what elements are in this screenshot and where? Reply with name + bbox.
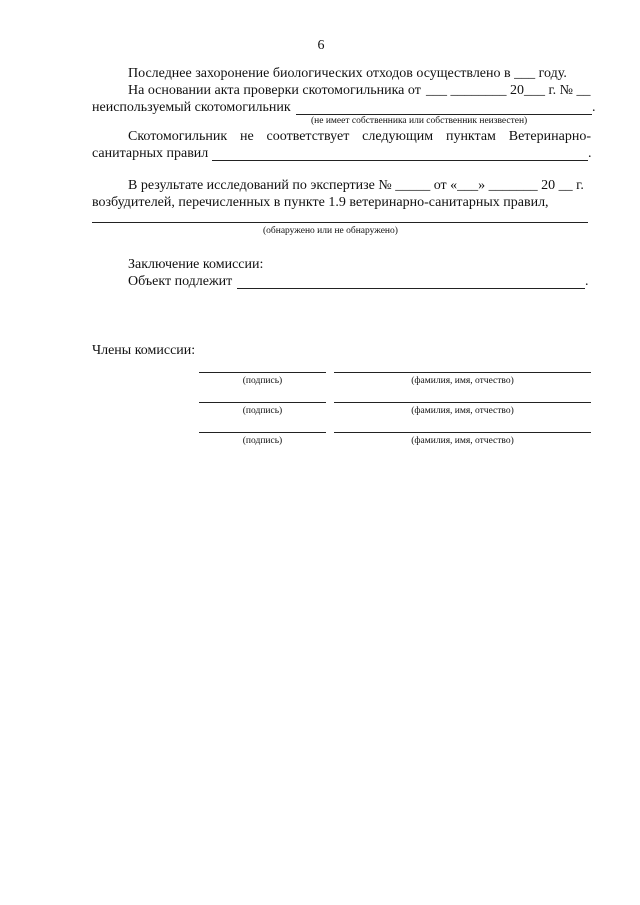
- rules-fill-line: [212, 160, 588, 161]
- detected-caption: (обнаружено или не обнаружено): [263, 226, 398, 236]
- full-name-line: [334, 372, 591, 373]
- owner-caption: (не имеет собственника или собственник неизвестен): [311, 116, 528, 126]
- noncompliance-line-1: Скотомогильник не соответствует следующим пунктам Ветеринарно-: [128, 129, 591, 144]
- signature-label: (подпись): [242, 406, 283, 416]
- object-line-period: .: [585, 274, 589, 289]
- signature-label: (подпись): [242, 376, 283, 386]
- noncompliance-line-2: санитарных правил: [92, 146, 209, 161]
- rules-line-period: .: [588, 146, 592, 161]
- owner-line-period: .: [592, 100, 596, 115]
- object-fill-line: [237, 288, 585, 289]
- owner-fill-line: [296, 114, 592, 115]
- detected-fill-line: [92, 222, 588, 223]
- inspection-act-prefix: На основании акта проверки скотомогильника от: [128, 83, 421, 98]
- signature-label: (подпись): [242, 436, 283, 446]
- signature-line: [199, 432, 326, 433]
- object-subject-prefix: Объект подлежит: [128, 274, 233, 289]
- signature-line: [199, 402, 326, 403]
- unused-burial-ground-prefix: неиспользуемый скотомогильник: [92, 100, 291, 115]
- full-name-label: (фамилия, имя, отчество): [411, 376, 514, 386]
- full-name-line: [334, 432, 591, 433]
- full-name-label: (фамилия, имя, отчество): [411, 436, 514, 446]
- full-name-label: (фамилия, имя, отчество): [411, 406, 514, 416]
- conclusion-heading: Заключение комиссии:: [128, 257, 264, 272]
- full-name-line: [334, 402, 591, 403]
- signature-line: [199, 372, 326, 373]
- last-burial-line: Последнее захоронение биологических отходов осуществлено в ___ году.: [128, 66, 567, 81]
- members-heading: Члены комиссии:: [92, 343, 196, 358]
- page-number: 6: [317, 38, 325, 53]
- research-line-2: возбудителей, перечисленных в пункте 1.9 ветеринарно-санитарных правил,: [92, 195, 549, 210]
- research-line-1: В результате исследований по экспертизе № _____ от «___» _______ 20 __ г.: [128, 178, 584, 193]
- inspection-act-date: ___ ________ 20___ г. № __: [426, 83, 591, 98]
